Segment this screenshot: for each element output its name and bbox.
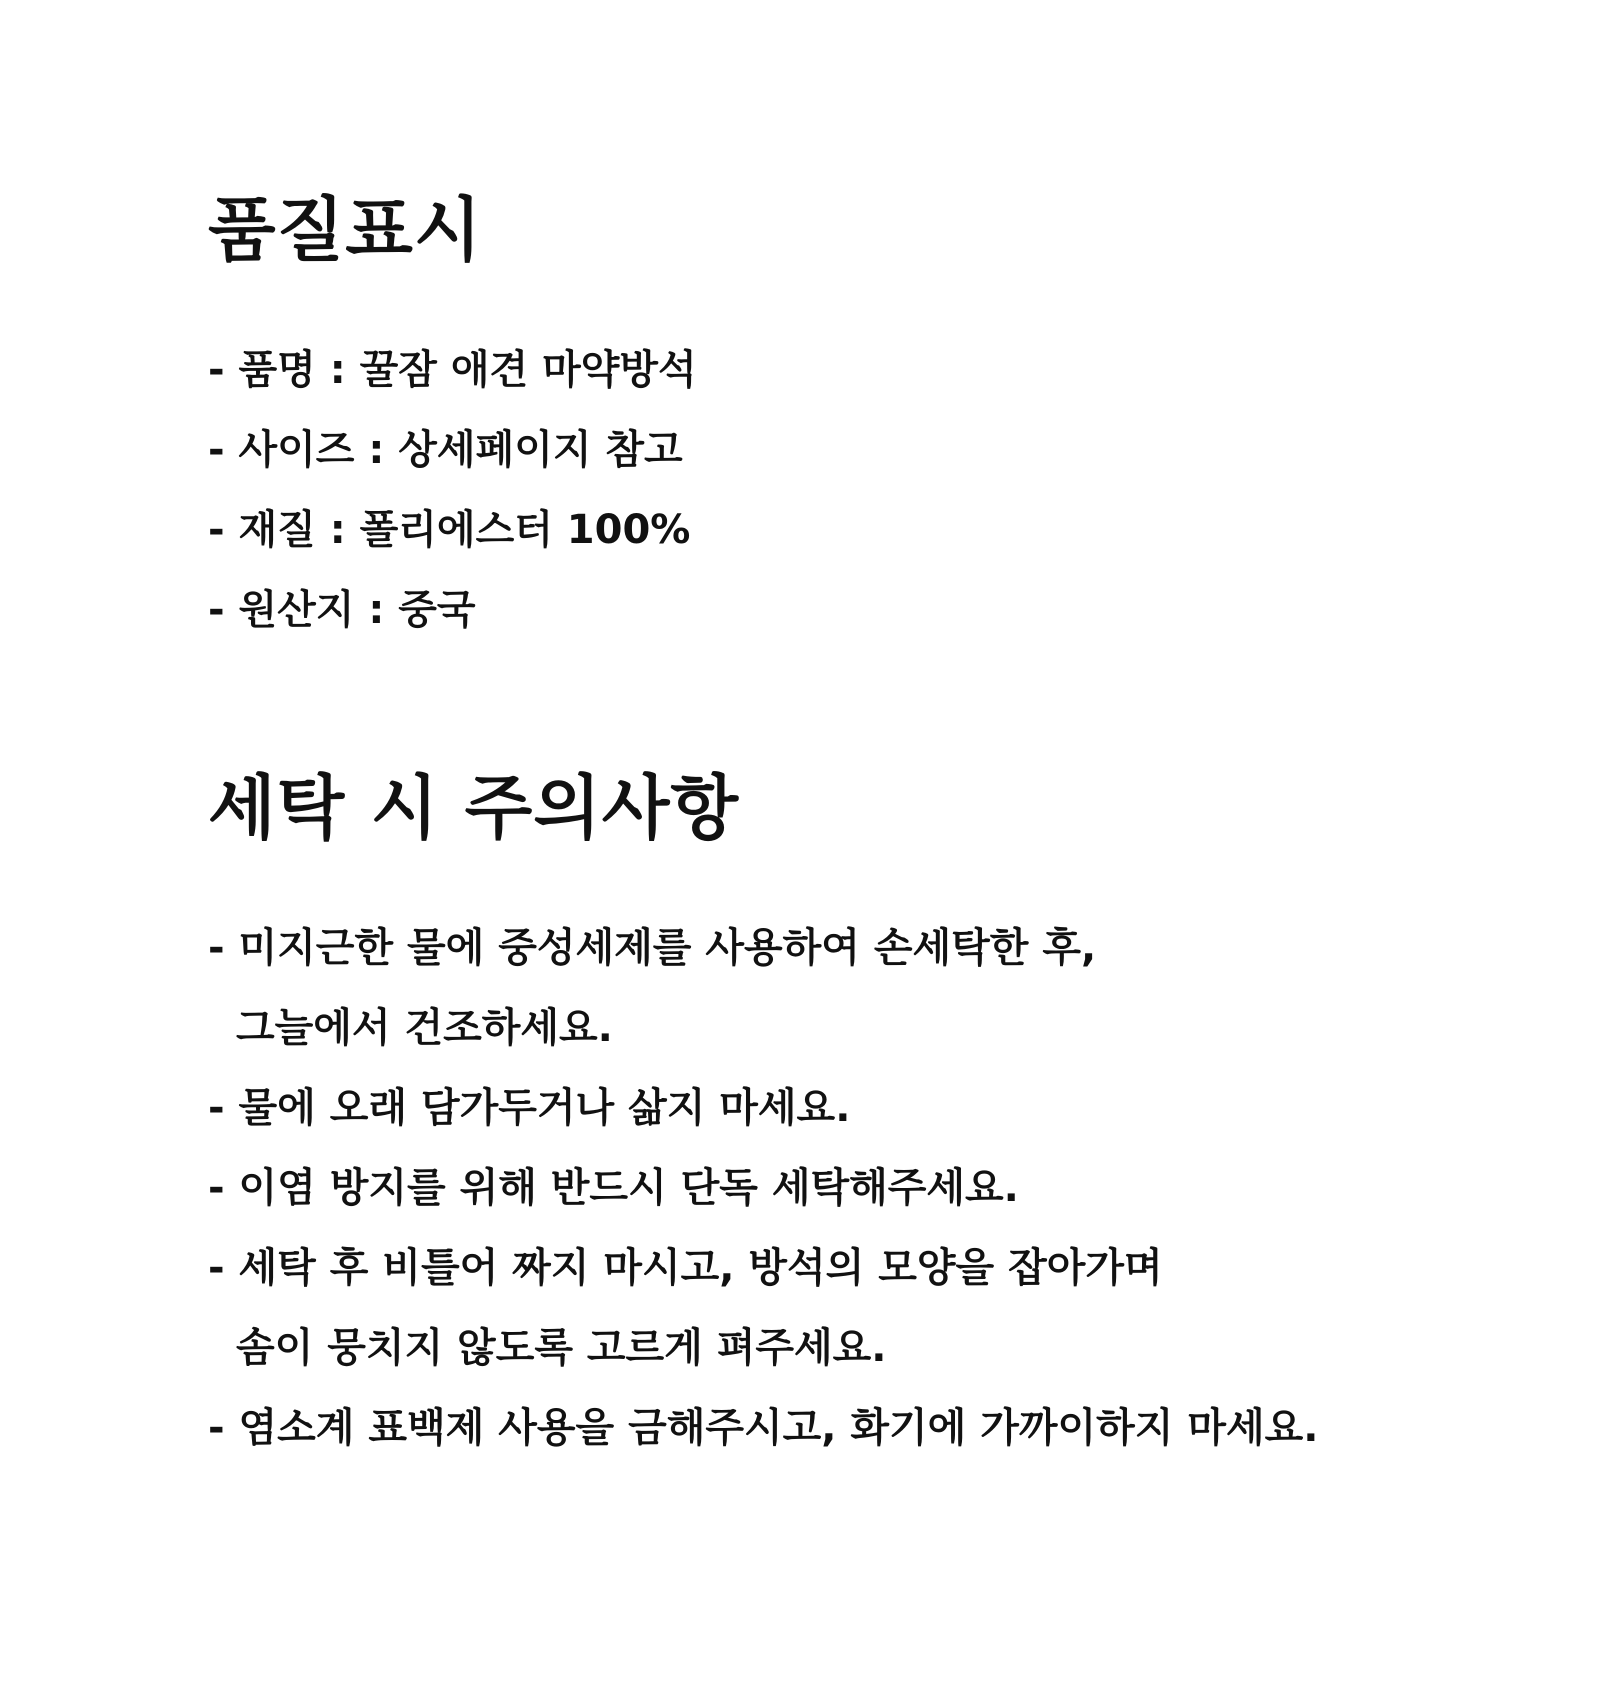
hand-wash-line-continued: 그늘에서 건조하세요. — [236, 1005, 613, 1051]
material-line: - 재질 : 폴리에스터 100% — [208, 507, 691, 553]
quality-label-heading: 품질표시 — [208, 189, 483, 271]
washing-caution-section — [208, 766, 1508, 1468]
product-name-line: - 품명 : 꿀잠 애견 마약방석 — [208, 347, 697, 393]
no-wring-line: - 세탁 후 비틀어 짜지 마시고, 방석의 모양을 잡아가며 — [208, 1245, 1163, 1291]
origin-line: - 원산지 : 중국 — [208, 587, 476, 633]
no-soak-line: - 물에 오래 담가두거나 삶지 마세요. — [208, 1085, 851, 1131]
washing-caution-heading: 세탁 시 주의사항 — [208, 767, 740, 849]
wash-separately-line: - 이염 방지를 위해 반드시 단독 세탁해주세요. — [208, 1165, 1019, 1211]
washing-caution-list — [208, 908, 1508, 1468]
quality-label-list — [208, 330, 1508, 650]
hand-wash-line: - 미지근한 물에 중성세제를 사용하여 손세탁한 후, — [208, 925, 1097, 971]
quality-label-section — [208, 188, 1508, 650]
no-wring-line-continued: 솜이 뭉치지 않도록 고르게 펴주세요. — [236, 1325, 887, 1371]
no-bleach-line: - 염소계 표백제 사용을 금해주시고, 화기에 가까이하지 마세요. — [208, 1405, 1319, 1451]
size-line: - 사이즈 : 상세페이지 참고 — [208, 427, 683, 473]
